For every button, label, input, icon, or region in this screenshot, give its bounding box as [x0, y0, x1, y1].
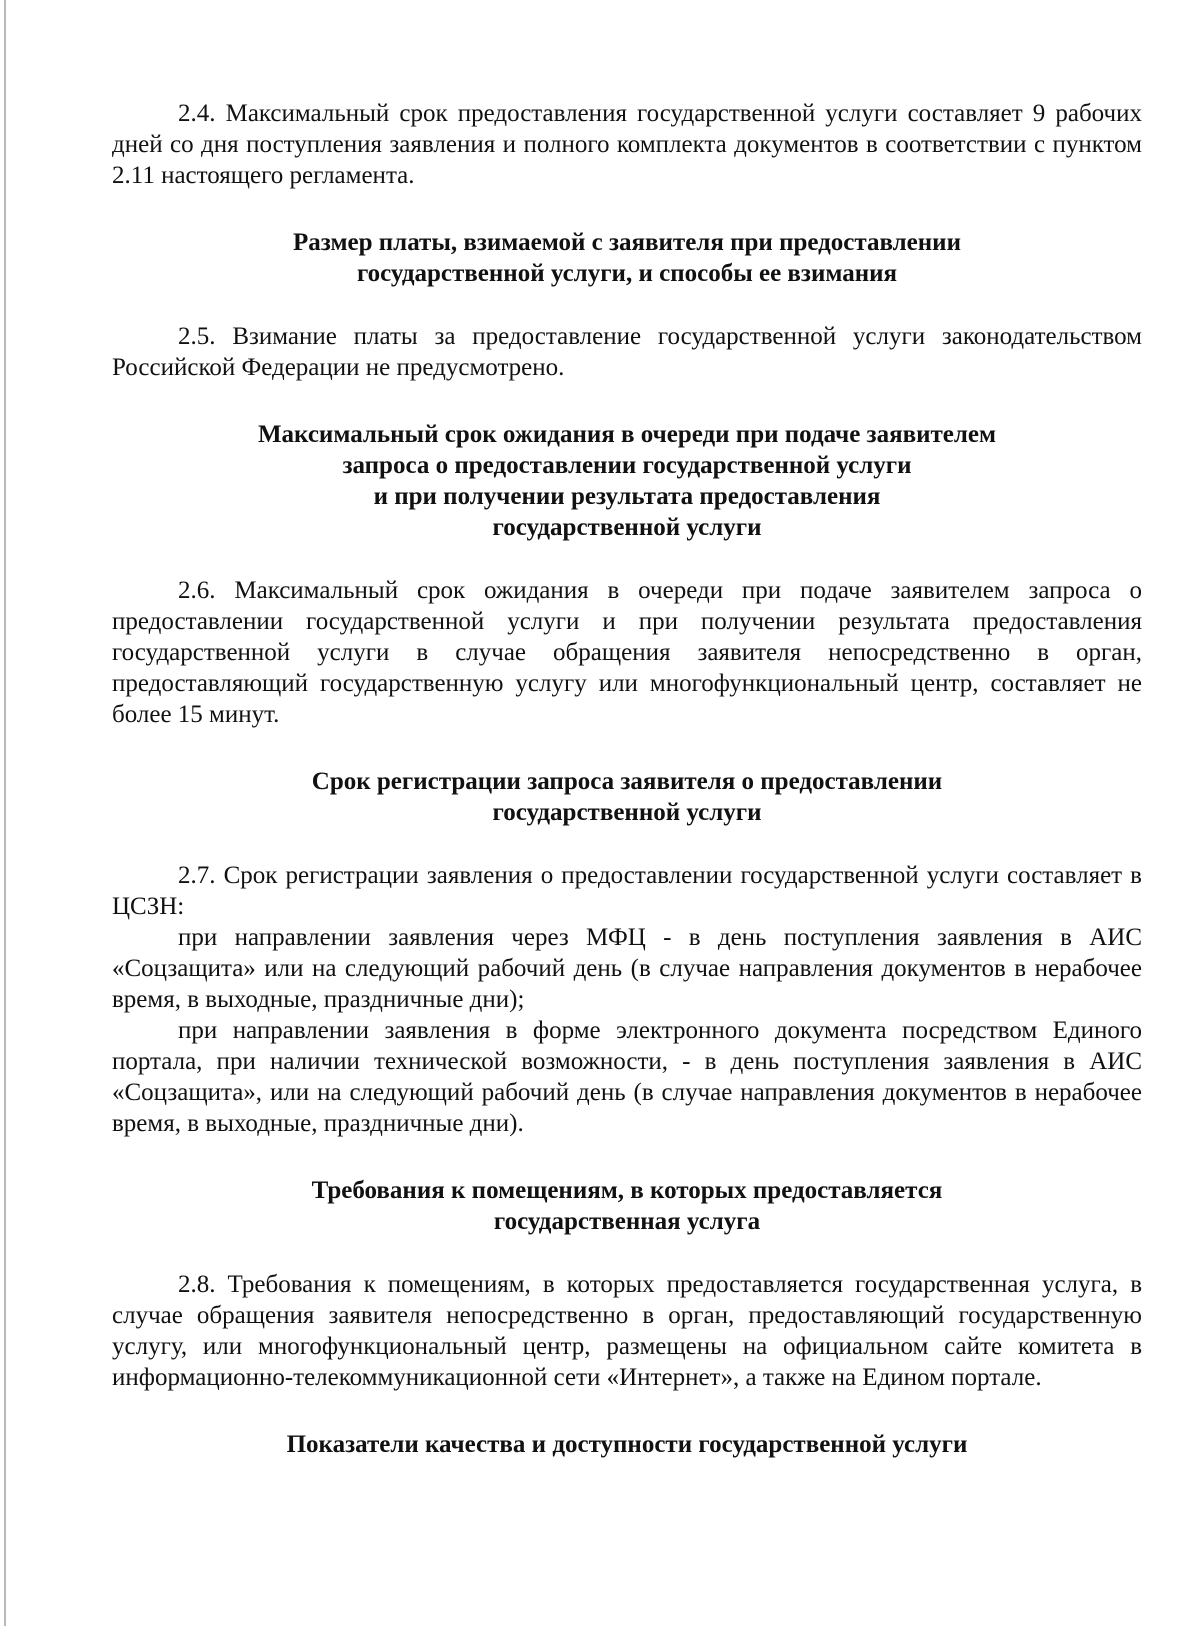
scan-edge-line — [4, 0, 6, 1626]
heading-queue-line-2: запроса о предоставлении государственной услуги — [342, 452, 912, 479]
heading-fee-line-2: государственной услуги, и способы ее взимания — [356, 260, 898, 287]
heading-registration-line-1: Срок регистрации запроса заявителя о предоставлении — [311, 768, 943, 795]
heading-premises-line-2: государственная услуга — [493, 1208, 761, 1235]
heading-registration — [112, 766, 1142, 828]
heading-fee-line-1: Размер платы, взимаемой с заявителя при предоставлении — [293, 229, 961, 256]
paragraph-2-7: 2.7. Срок регистрации заявления о предоставлении государственной услуги составляет в ЦСЗН: — [112, 862, 1142, 920]
heading-registration-line-2: государственной услуги — [492, 799, 762, 826]
heading-queue — [112, 419, 1142, 543]
paragraph-2-6: 2.6. Максимальный срок ожидания в очереди при подаче заявителем запроса о предоставлении государственной услуги и при получении результата предоставления государственной услуги в случае обращения заявителя непосредственно в орган, предоставляющий государственную услугу или многофункциональный центр, составляет не более 15 минут. — [112, 577, 1142, 728]
heading-fee — [112, 227, 1142, 289]
heading-premises — [112, 1175, 1142, 1237]
document-page — [112, 98, 1142, 1460]
heading-quality-line-1: Показатели качества и доступности государственной услуги — [286, 1431, 968, 1458]
heading-queue-line-4: государственной услуги — [492, 514, 762, 541]
heading-queue-line-1: Максимальный срок ожидания в очереди при подаче заявителем — [257, 421, 997, 448]
paragraph-2-8: 2.8. Требования к помещениям, в которых предоставляется государственная услуга, в случае обращения заявителя непосредственно в орган, предоставляющий государственную услугу, или многофункциональный центр, размещены на официальном сайте комитета в информационно-телекоммуникационной сети «Интернет», а также на Едином портале. — [112, 1271, 1142, 1391]
heading-queue-line-3: и при получении результата предоставления — [373, 483, 881, 510]
paragraph-2-7-portal: при направлении заявления в форме электронного документа посредством Единого портала, при наличии технической возможности, - в день поступления заявления в АИС «Соцзащита», или на следующий рабочий день (в случае направления документов в нерабочее время, в выходные, праздничные дни). — [112, 1017, 1142, 1137]
paragraph-2-7-mfc: при направлении заявления через МФЦ - в день поступления заявления в АИС «Соцзащита» или на следующий рабочий день (в случае направления документов в нерабочее время, в выходные, праздничные дни); — [112, 924, 1142, 1013]
paragraph-2-5: 2.5. Взимание платы за предоставление государственной услуги законодательством Российской Федерации не предусмотрено. — [112, 323, 1142, 381]
paragraph-2-4: 2.4. Максимальный срок предоставления государственной услуги составляет 9 рабочих дней со дня поступления заявления и полного комплекта документов в соответствии с пунктом 2.11 настоящего регламента. — [112, 100, 1142, 189]
heading-quality — [112, 1429, 1142, 1460]
heading-premises-line-1: Требования к помещениям, в которых предоставляется — [311, 1177, 943, 1204]
